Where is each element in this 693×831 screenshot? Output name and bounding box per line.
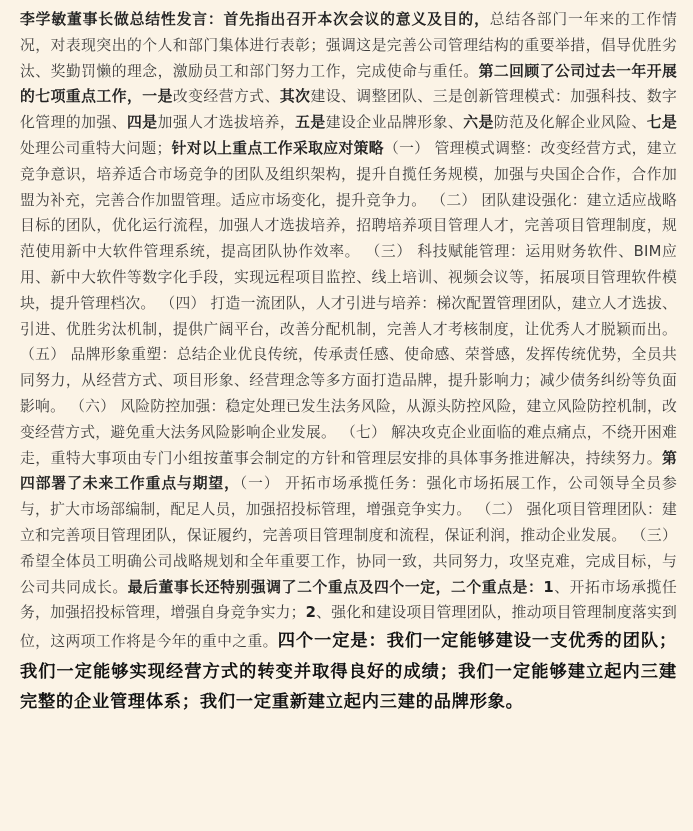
text-segment: 建设、调整团队、三是创新管理模式：加强科技、数字化管理的加强、 — [20, 88, 677, 132]
future-work-details: （一） 开拓市场承揽任务：强化市场拓展工作，公司领导全员参与，扩大市场部编制，配足人员，加强招投标管理，增强竞争实力。 （二） 强化项目管理团队：建立和完善项目管理团队，保证履约，完善项目管理制度和流程，保证利润，推动企业发展。 （三） 希望全体员工明确公司战略规划和全年重要工作，协同一致，共同努力，攻坚克难，完成目标，与公司共同成长。 — [20, 475, 677, 596]
emphasis-segment: 四是 — [127, 114, 158, 132]
strategy-lead: 针对以上重点工作采取应对策略 — [171, 139, 384, 157]
text-segment: 、开拓市场承揽任务，加强招投标管理，增强自身竞争实力； — [20, 578, 677, 622]
text-segment: 加强人才选拔培养， — [157, 114, 296, 132]
summary-paragraph — [20, 7, 677, 718]
text-segment: 建设企业品牌形象、 — [325, 114, 464, 132]
key-points-lead: 最后董事长还特别强调了二个重点及四个一定，二个重点是：1 — [127, 578, 554, 596]
emphasis-segment: 七是 — [646, 114, 677, 132]
four-musts-statement: 四个一定是：我们一定能够建设一支优秀的团队；我们一定能够实现经营方式的转变并取得良好的成绩；我们一定能够建立起内三建完整的企业管理体系；我们一定重新建立起内三建的品牌形象。 — [20, 631, 677, 713]
chairman-intro-lead: 李学敏董事长做总结性发言：首先指出召开本次会议的意义及目的， — [20, 11, 490, 28]
text-segment: 处理公司重特大问题； — [20, 139, 172, 157]
emphasis-segment: 2 — [305, 604, 317, 622]
future-work-lead: 第四部署了未来工作重点与期望， — [20, 449, 677, 493]
emphasis-segment: 五是 — [295, 114, 326, 132]
text-segment: 总结各部门一年来的工作情况，对表现突出的个人和部门集体进行表彰；强调这是完善公司管理结构的重要举措，倡导优胜劣汰、奖勤罚懒的理念，激励员工和部门努力工作，完成使命与重任。 — [20, 11, 677, 80]
emphasis-segment: 其次 — [279, 88, 311, 106]
second-review-lead: 第二回顾了公司过去一年开展的七项重点工作，一是 — [20, 62, 677, 106]
emphasis-segment: 六是 — [463, 114, 494, 132]
text-segment: 、强化和建设项目管理团队，推动项目管理制度落实到位，这两项工作将是今年的重中之重。 — [20, 604, 677, 651]
text-segment: 改变经营方式、 — [172, 88, 280, 106]
strategy-details: （一） 管理模式调整：改变经营方式，建立竞争意识，培养适合市场竞争的团队及组织架构，提升自揽任务规模，加强与央国企合作，合作加盟为补充，完善合作加盟管理。适应市场变化，提升竞争力。 （二） 团队建设强化：建立适应战略目标的团队，优化运行流程，加强人才选拔培养，招聘培养项目管理人才，完善项目管理制度，规范使用新中大软件管理系统，提高团队协作效率。 （三） 科技赋能管理：运用财务软件、BIM应用、新中大软件等数字化手段，实现远程项目监控、线上培训、视频会议等，拓展项目管理软件模块，提升管理档次。 （四） 打造一流团队，人才引进与培养：梯次配置管理团队，建立人才选拔、引进、优胜劣汰机制，提供广阔平台，改善分配机制，完善人才考核制度，让优秀人才脱颖而出。 （五） 品牌形象重塑：总结企业优良传统，传承责任感、使命感、荣誉感，发挥传统优势，全员共同努力，从经营方式、项目形象、经营理念等多方面打造品牌，提升影响力；减少债务纠纷等负面影响。 （六） 风险防控加强：稳定处理已发生法务风险，从源头防控风险，建立风险防控机制，改变经营方式，避免重大法务风险影响企业发展。 （七） 解决攻克企业面临的难点痛点，不绕开困难走，重特大事项由专门小组按董事会制定的方针和管理层安排的具体事务推进解决，持续努力。 — [20, 139, 677, 467]
text-segment: 防范及化解企业风险、 — [493, 114, 647, 132]
